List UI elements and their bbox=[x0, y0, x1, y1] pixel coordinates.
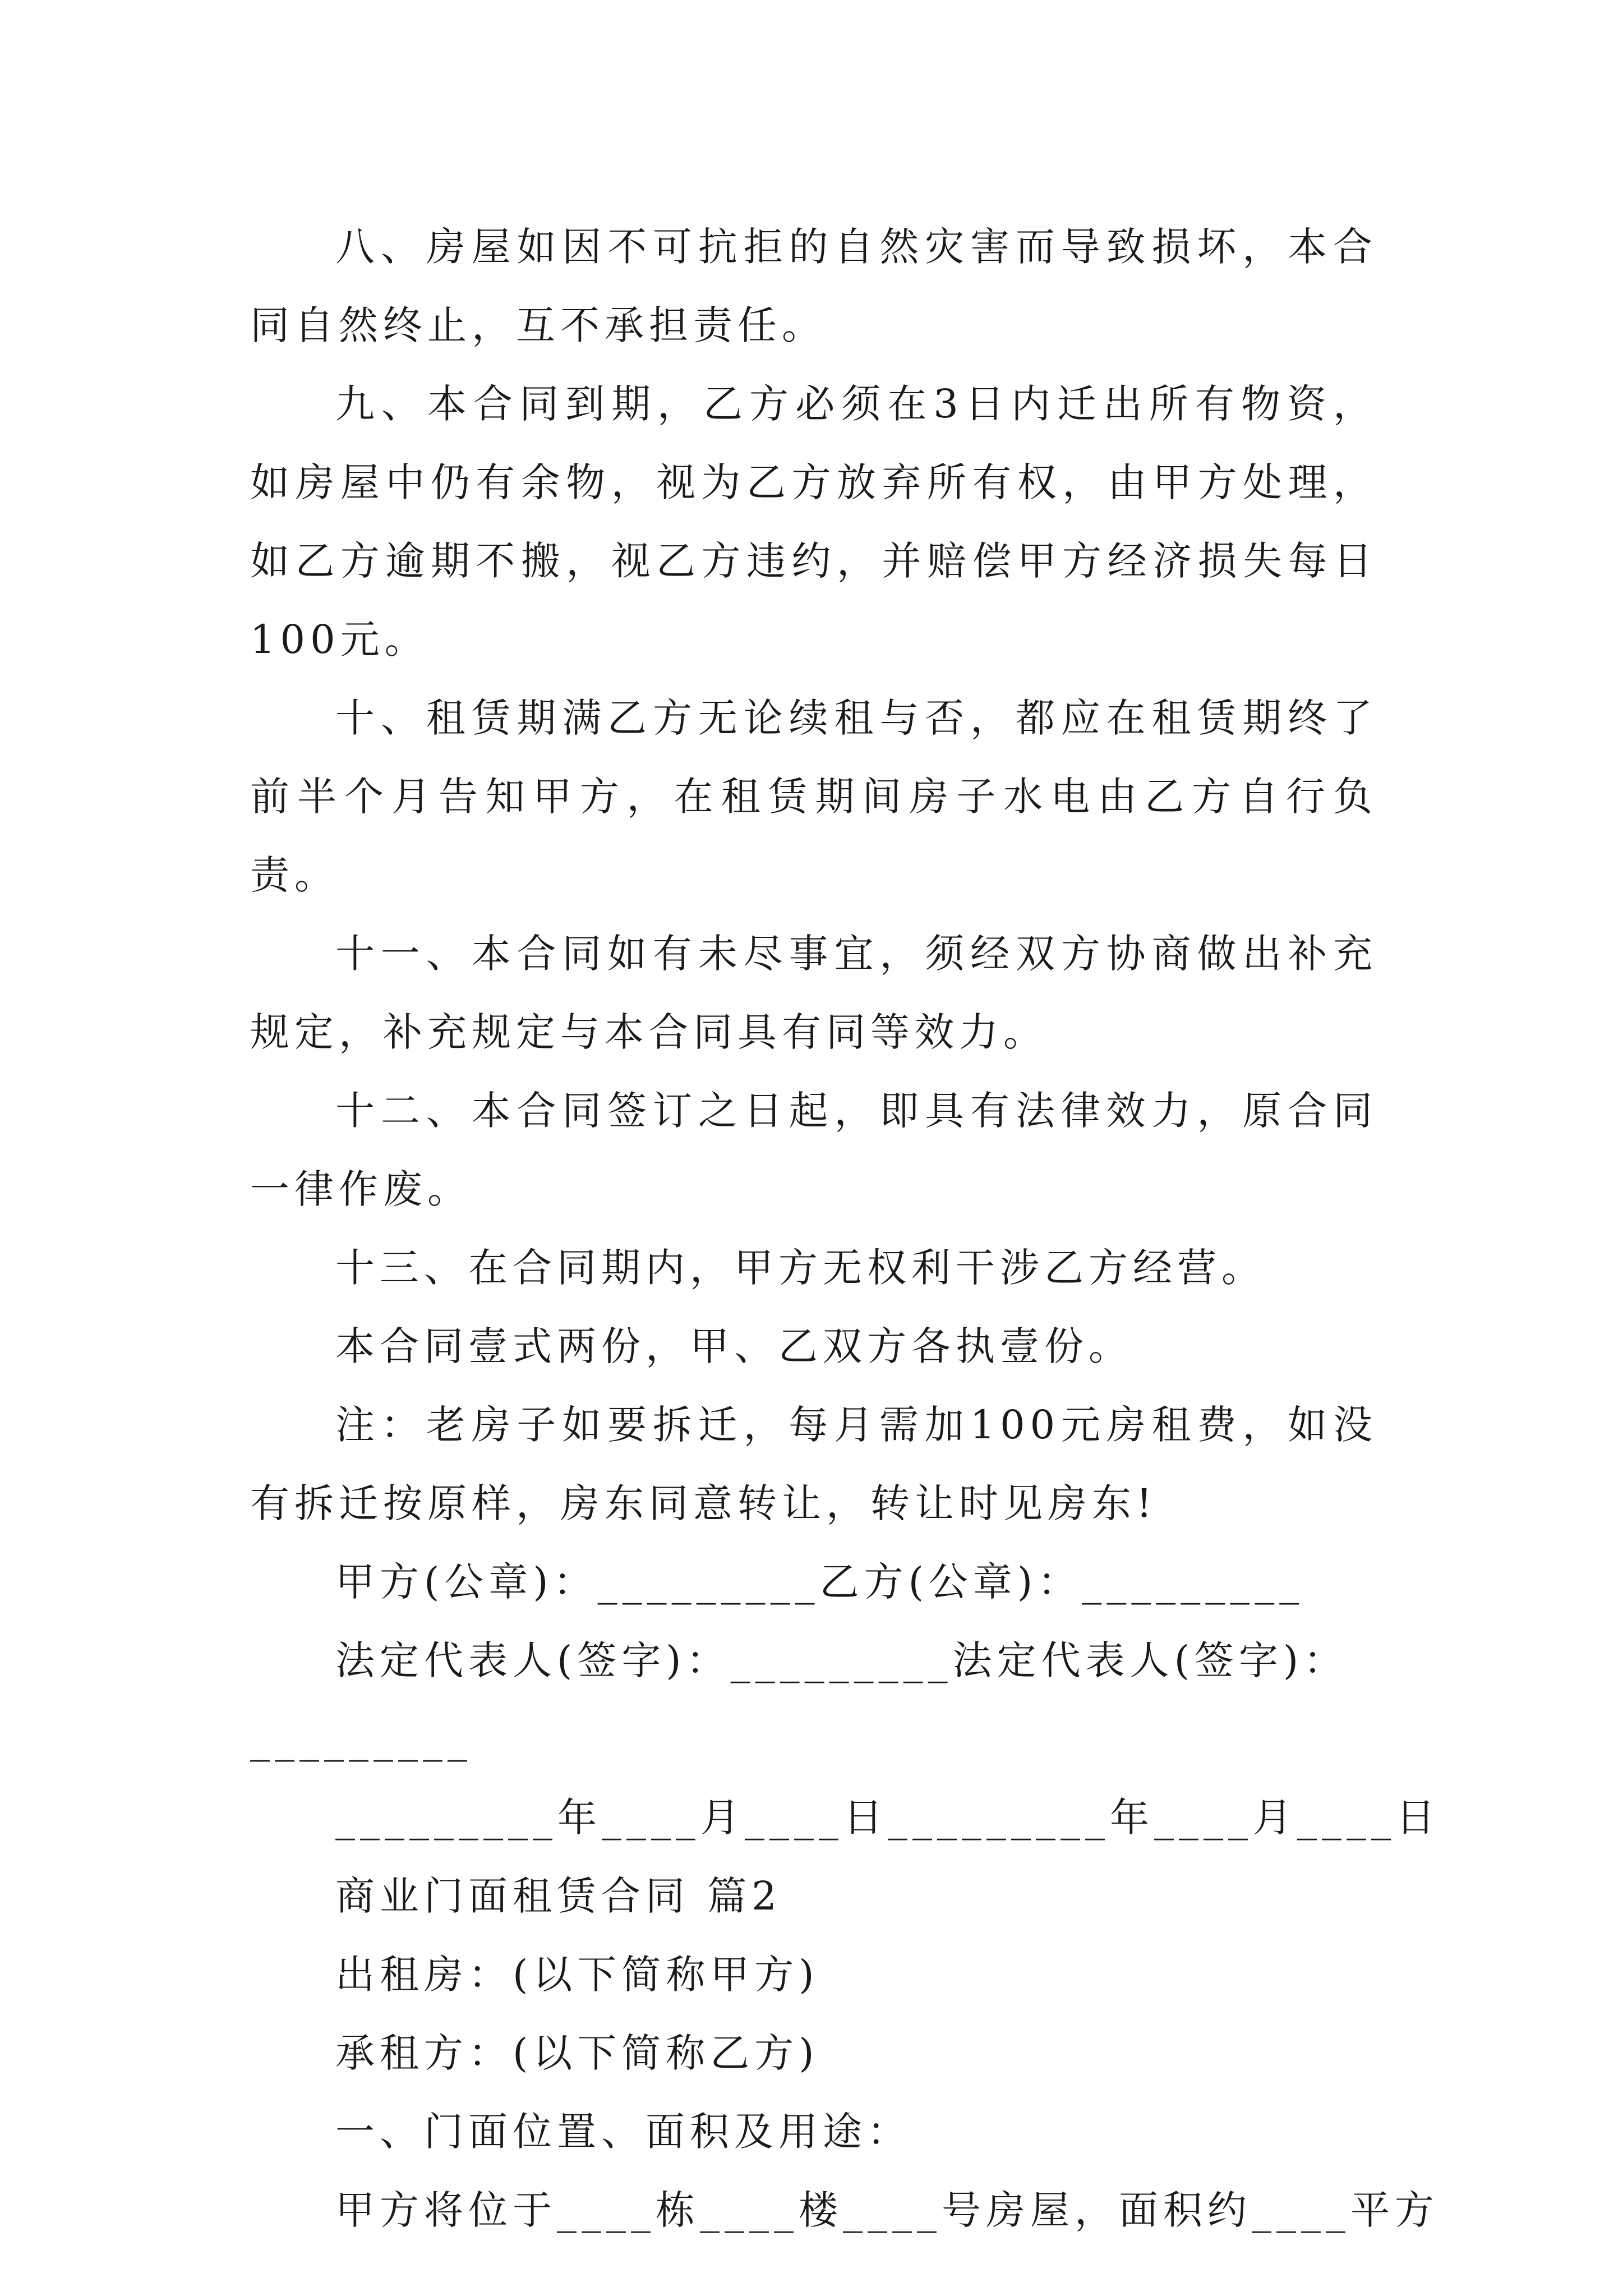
clause-9: 九、本合同到期，乙方必须在3日内迁出所有物资，如房屋中仍有余物，视为乙方放弃所有权，由甲方处理，如乙方逾期不搬，视乙方违约，并赔偿甲方经济损失每日100元。 bbox=[250, 381, 1377, 662]
demolition-note: 注：老房子如要拆迁，每月需加100元房租费，如没有拆迁按原样，房东同意转让，转让时见房东! bbox=[250, 1402, 1377, 1526]
clause-10: 十、租赁期满乙方无论续租与否，都应在租赁期终了前半个月告知甲方，在租赁期间房子水电由乙方自行负责。 bbox=[250, 695, 1377, 898]
signature-representative-blank: _________ bbox=[250, 1716, 472, 1762]
clause-8: 八、房屋如因不可抗拒的自然灾害而导致损坏，本合同自然终止，互不承担责任。 bbox=[250, 224, 1377, 348]
document-body bbox=[250, 208, 1440, 2249]
copies-note: 本合同壹式两份，甲、乙双方各执壹份。 bbox=[335, 1323, 1133, 1369]
section-2-title: 商业门面租赁合同 篇2 bbox=[335, 1873, 782, 1919]
clause-1-heading: 一、门面位置、面积及用途： bbox=[335, 2109, 911, 2155]
clause-13: 十三、在合同期内，甲方无权利干涉乙方经营。 bbox=[335, 1245, 1266, 1291]
signature-representative-row: 法定代表人(签字)：_________法定代表人(签字)： bbox=[335, 1637, 1348, 1683]
clause-11: 十一、本合同如有未尽事宜，须经双方协商做出补充规定，补充规定与本合同具有同等效力。 bbox=[250, 931, 1377, 1055]
lessee-line: 承租方：(以下简称乙方) bbox=[335, 2030, 819, 2076]
date-row: _________年____月____日_________年____月____日 bbox=[335, 1795, 1440, 1841]
lessor-line: 出租房：(以下简称甲方) bbox=[335, 1952, 819, 1998]
clause-1-text: 甲方将位于____栋____楼____号房屋，面积约____平方 bbox=[335, 2187, 1439, 2233]
signature-party-row: 甲方(公章)：_________乙方(公章)：_________ bbox=[335, 1559, 1304, 1605]
clause-12: 十二、本合同签订之日起，即具有法律效力，原合同一律作废。 bbox=[250, 1088, 1377, 1212]
